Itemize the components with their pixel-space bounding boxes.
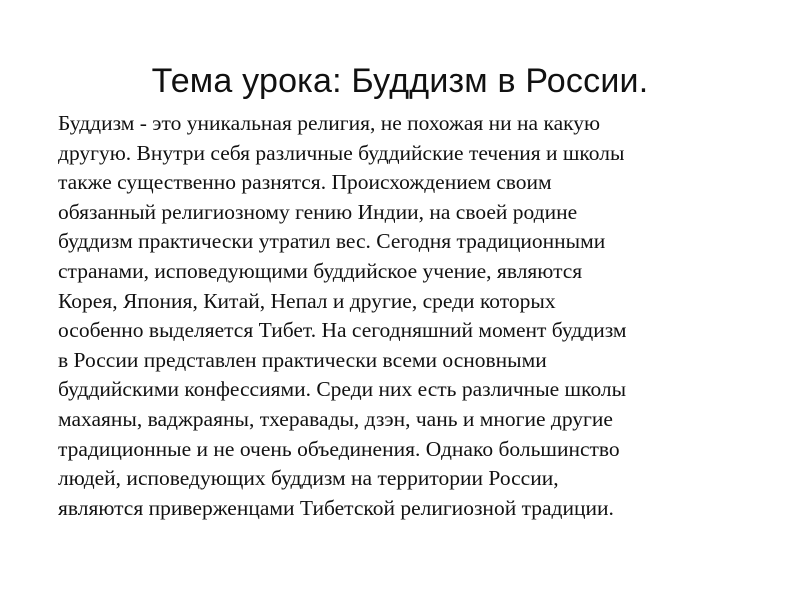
paragraph-line: другую. Внутри себя различные буддийские течения и школы	[58, 140, 625, 165]
paragraph-line: особенно выделяется Тибет. На сегодняшний момент буддизм	[58, 318, 627, 343]
paragraph-line: в России представлен практически всеми основными	[58, 347, 547, 372]
body-paragraph	[58, 109, 748, 523]
paragraph-line: Буддизм - это уникальная религия, не похожая ни на какую	[58, 111, 601, 135]
paragraph-line: Корея, Япония, Китай, Непал и другие, среди которых	[58, 288, 556, 313]
paragraph-line: людей, исповедующих буддизм на территории России,	[58, 466, 559, 491]
paragraph-line: обязанный религиозному гению Индии, на своей родине	[58, 199, 578, 224]
paragraph-line: буддийскими конфессиями. Среди них есть различные школы	[58, 377, 627, 402]
slide-title: Тема урока: Буддизм в России.	[151, 61, 649, 100]
paragraph-line: странами, исповедующими буддийское учение, являются	[58, 258, 583, 283]
paragraph-line: являются приверженцами Тибетской религиозной традиции.	[58, 495, 614, 520]
paragraph-line: махаяны, ваджраяны, тхеравады, дзэн, чань и многие другие	[58, 406, 613, 431]
paragraph-line: буддизм практически утратил вес. Сегодня традиционными	[58, 229, 606, 254]
paragraph-line: также существенно разнятся. Происхождением своим	[58, 170, 552, 195]
paragraph-line: традиционные и не очень объединения. Однако большинство	[58, 436, 620, 461]
